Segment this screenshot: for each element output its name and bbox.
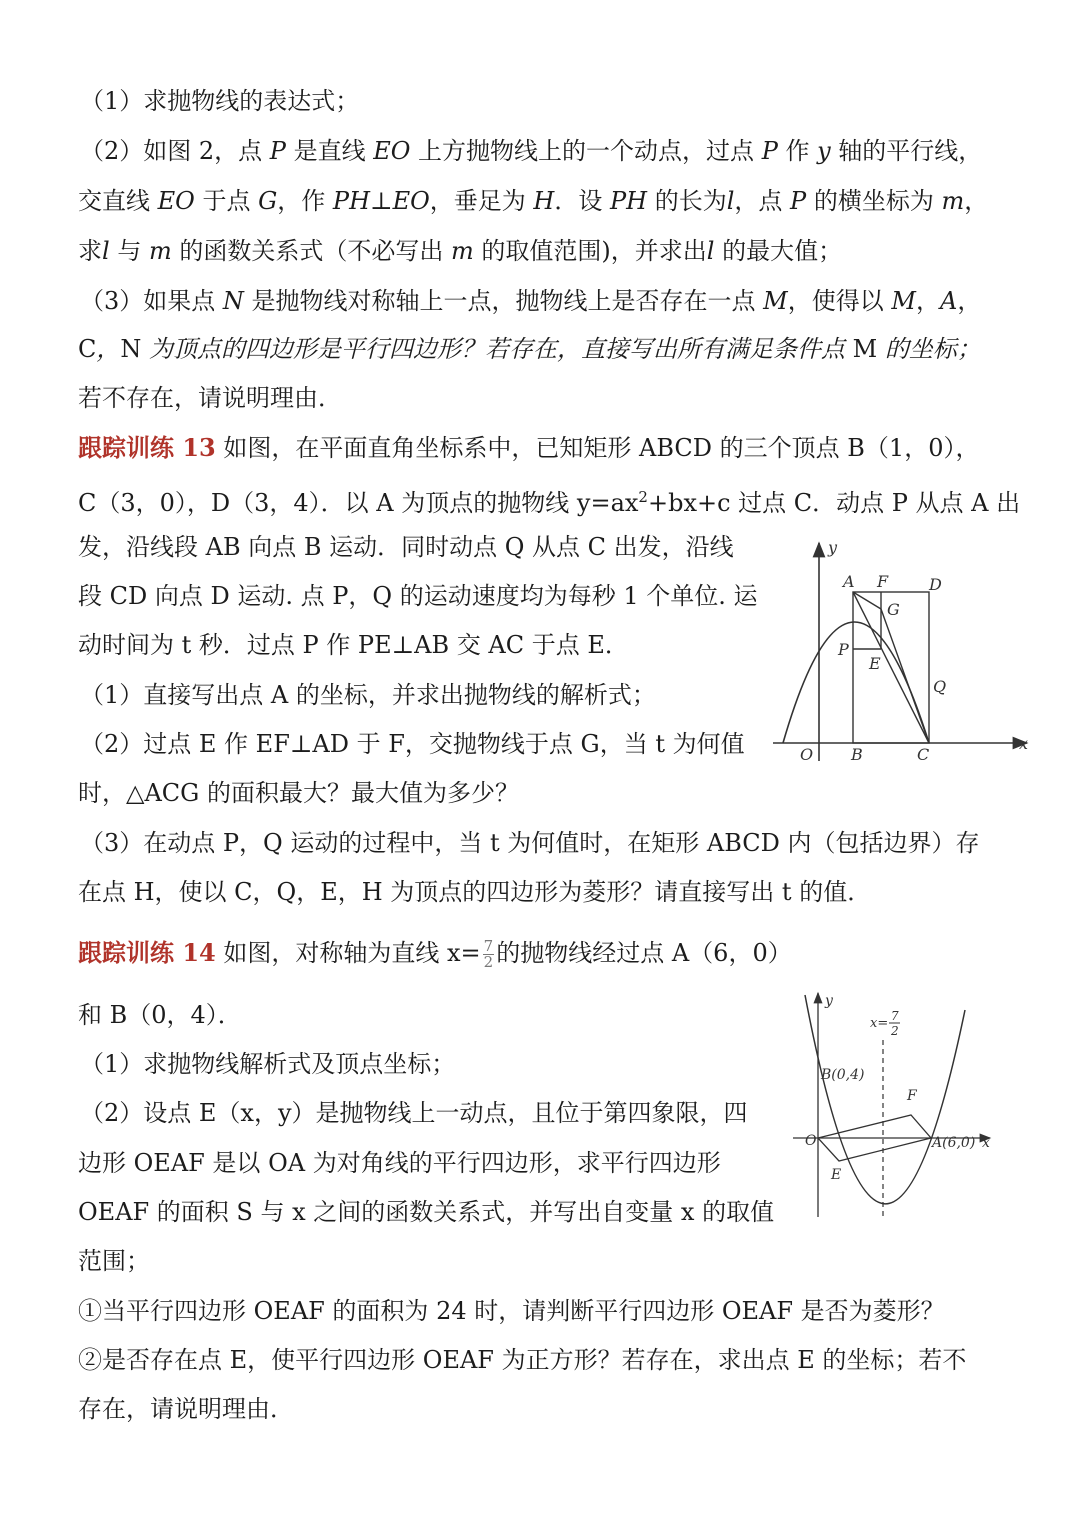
- label-x: x: [982, 1135, 990, 1151]
- label-f: F: [877, 572, 889, 591]
- fraction-numerator: 7: [483, 937, 494, 955]
- text-segment: ，: [964, 187, 989, 215]
- p14-sub-question-1: ①当平行四边形 OEAF 的面积为 24 时，请判断平行四边形 OEAF 是否为菱形？: [78, 1297, 945, 1325]
- label-p: P: [838, 640, 849, 659]
- p13-intro-line-2a: C（3，0），D（3，4）．以 A 为顶点的抛物线 y=ax: [78, 489, 639, 517]
- p12-question-3-line-3: 若不存在，请说明理由．: [78, 384, 342, 412]
- text-segment: 的函数关系式（不必写出: [171, 237, 451, 265]
- label-b: B(0,4): [821, 1067, 865, 1083]
- label-e: E: [831, 1167, 842, 1183]
- text-segment: C: [78, 335, 97, 363]
- text-segment: ⊥: [370, 187, 393, 215]
- p14-intro-text-a: 如图，对称轴为直线 x=: [215, 939, 481, 967]
- p14-question-2-line-3: OEAF 的面积 S 与 x 之间的函数关系式，并写出自变量 x 的取值: [78, 1198, 775, 1226]
- p13-intro-line-4: 段 CD 向点 D 运动. 点 P，Q 的运动速度均为每秒 1 个单位. 运: [78, 582, 758, 610]
- text-segment: 的最大值；: [714, 237, 843, 265]
- p14-question-1: （1）求抛物线解析式及顶点坐标；: [80, 1050, 456, 1078]
- math-variable: G: [258, 187, 278, 215]
- label-q: Q: [933, 677, 947, 696]
- text-segment: N: [120, 335, 142, 363]
- segment-gc: [881, 609, 929, 743]
- label-b: B: [851, 745, 863, 764]
- math-variable: 的坐标；: [877, 335, 981, 363]
- p13-question-3-line-1: （3）在动点 P，Q 运动的过程中，当 t 为何值时，在矩形 ABCD 内（包括边界）存: [80, 829, 980, 857]
- p13-figure: [765, 535, 1035, 765]
- label-y: y: [825, 993, 833, 1009]
- text-segment: 求: [78, 237, 102, 265]
- p13-intro-line-1: [78, 431, 979, 465]
- text-segment: ，: [957, 287, 982, 315]
- text-segment: 的取值范围)，并求出: [473, 237, 707, 265]
- p12-question-3-line-1: [80, 284, 981, 318]
- text-segment: M: [852, 335, 878, 363]
- p14-intro-line-2: 和 B（0，4）．: [78, 1001, 242, 1029]
- axis-fraction-den: 2: [891, 1024, 899, 1038]
- math-variable: P: [761, 137, 778, 165]
- p13-question-1: （1）直接写出点 A 的坐标，并求出抛物线的解析式；: [80, 681, 656, 709]
- p14-question-2-line-1: （2）设点 E（x，y）是抛物线上一动点，且位于第四象限，四: [80, 1099, 748, 1127]
- math-variable: M: [891, 287, 916, 315]
- p14-sub-question-2-line-1: ②是否存在点 E，使平行四边形 OEAF 为正方形？若存在，求出点 E 的坐标；若不: [78, 1346, 967, 1374]
- math-variable: l: [706, 237, 715, 265]
- math-variable: m: [450, 237, 474, 265]
- text-segment: ，点: [734, 187, 791, 215]
- label-y: y: [828, 538, 838, 557]
- p13-label: 跟踪训练 13: [78, 433, 216, 462]
- p14-sub-question-2-line-2: 存在，请说明理由．: [78, 1395, 294, 1423]
- p13-question-2-line-1: （2）过点 E 作 EF⊥AD 于 F，交抛物线于点 G，当 t 为何值: [80, 730, 745, 758]
- p12-question-3-line-2: [78, 332, 981, 366]
- text-segment: （3）如果点: [80, 287, 223, 315]
- math-variable: A: [939, 287, 958, 315]
- text-segment: ，作: [277, 187, 333, 215]
- math-variable: y: [817, 137, 831, 165]
- text-segment: 的横坐标为: [806, 187, 942, 215]
- p14-question-2-line-2: 边形 OEAF 是以 OA 为对角线的平行四边形，求平行四边形: [78, 1149, 721, 1177]
- label-f: F: [907, 1088, 917, 1104]
- text-segment: 是抛物线对称轴上一点，抛物线上是否存在一点: [243, 287, 764, 315]
- math-variable: H: [533, 187, 555, 215]
- math-variable: 为顶点的四边形是平行四边形？若存在，直接写出所有满足条件点: [141, 335, 853, 363]
- p13-intro-line-3: 发，沿线段 AB 向点 B 运动．同时动点 Q 从点 C 出发，沿线: [78, 533, 734, 561]
- math-variable: m: [941, 187, 965, 215]
- math-variable: EO: [392, 187, 430, 215]
- math-variable: EO: [157, 187, 195, 215]
- label-o: O: [800, 745, 814, 764]
- math-variable: l: [726, 187, 735, 215]
- math-variable: M: [763, 287, 788, 315]
- label-d: D: [929, 575, 942, 594]
- text-segment: 作: [777, 137, 818, 165]
- p13-question-3-line-2: 在点 H，使以 C，Q，E，H 为顶点的四边形为菱形？请直接写出 t 的值．: [78, 878, 872, 906]
- text-segment: 轴的平行线，: [830, 137, 983, 165]
- p13-intro-text: 如图，在平面直角坐标系中，已知矩形 ABCD 的三个顶点 B（1，0），: [215, 434, 980, 462]
- p13-exponent: 2: [638, 488, 648, 506]
- p13-question-2-line-2: 时，△ACG 的面积最大？最大值为多少？: [78, 779, 519, 807]
- axis-fraction-num: 7: [891, 1009, 899, 1023]
- p13-intro-line-2b: +bx+c 过点 C．动点 P 从点 A 出: [647, 489, 1021, 517]
- p13-intro-line-2: [78, 480, 1020, 520]
- text-segment: ，垂足为: [429, 187, 534, 215]
- p12-question-1: （1）求抛物线的表达式；: [80, 87, 360, 115]
- label-c: C: [917, 745, 930, 764]
- axis-label: x=: [870, 1016, 889, 1031]
- math-variable: P: [790, 187, 807, 215]
- math-variable: l: [102, 237, 110, 265]
- math-variable: PH: [610, 187, 648, 215]
- p13-intro-line-5: 动时间为 t 秒．过点 P 作 PE⊥AB 交 AC 于点 E．: [78, 631, 629, 659]
- math-variable: PH: [332, 187, 370, 215]
- text-segment: 与: [109, 237, 149, 265]
- label-g: G: [887, 600, 900, 619]
- label-o: O: [805, 1133, 817, 1149]
- p12-question-2-line-3: [78, 234, 842, 268]
- p12-question-2-line-2: [78, 184, 988, 218]
- label-a: A: [843, 572, 855, 591]
- fraction-seven-halves: [483, 939, 495, 970]
- text-segment: ，: [915, 287, 940, 315]
- p14-figure: [785, 985, 1005, 1225]
- fraction-denominator: 2: [483, 953, 494, 971]
- text-segment: ．设: [554, 187, 610, 215]
- text-segment: 的长为: [647, 187, 727, 215]
- text-segment: 上方抛物线上的一个动点，过点: [410, 137, 762, 165]
- p14-question-2-line-4: 范围；: [78, 1247, 150, 1275]
- label-a: A(6,0): [932, 1135, 976, 1151]
- math-variable: N: [222, 287, 244, 315]
- p12-question-2-line-1: [80, 134, 982, 168]
- text-segment: 于点: [194, 187, 259, 215]
- text-segment: ，使得以: [787, 287, 892, 315]
- math-variable: EO: [373, 137, 411, 165]
- text-segment: （2）如图 2，点: [80, 137, 270, 165]
- math-variable: P: [269, 137, 286, 165]
- p14-intro-text-b: 的抛物线经过点 A（6，0）: [496, 939, 792, 967]
- label-x: x: [1019, 734, 1029, 753]
- p14-intro-line-1: [78, 936, 792, 970]
- math-variable: ，: [96, 335, 121, 363]
- text-segment: 是直线: [285, 137, 374, 165]
- math-variable: m: [148, 237, 172, 265]
- label-e: E: [869, 654, 881, 673]
- p14-label: 跟踪训练 14: [78, 938, 216, 967]
- text-segment: 交直线: [78, 187, 158, 215]
